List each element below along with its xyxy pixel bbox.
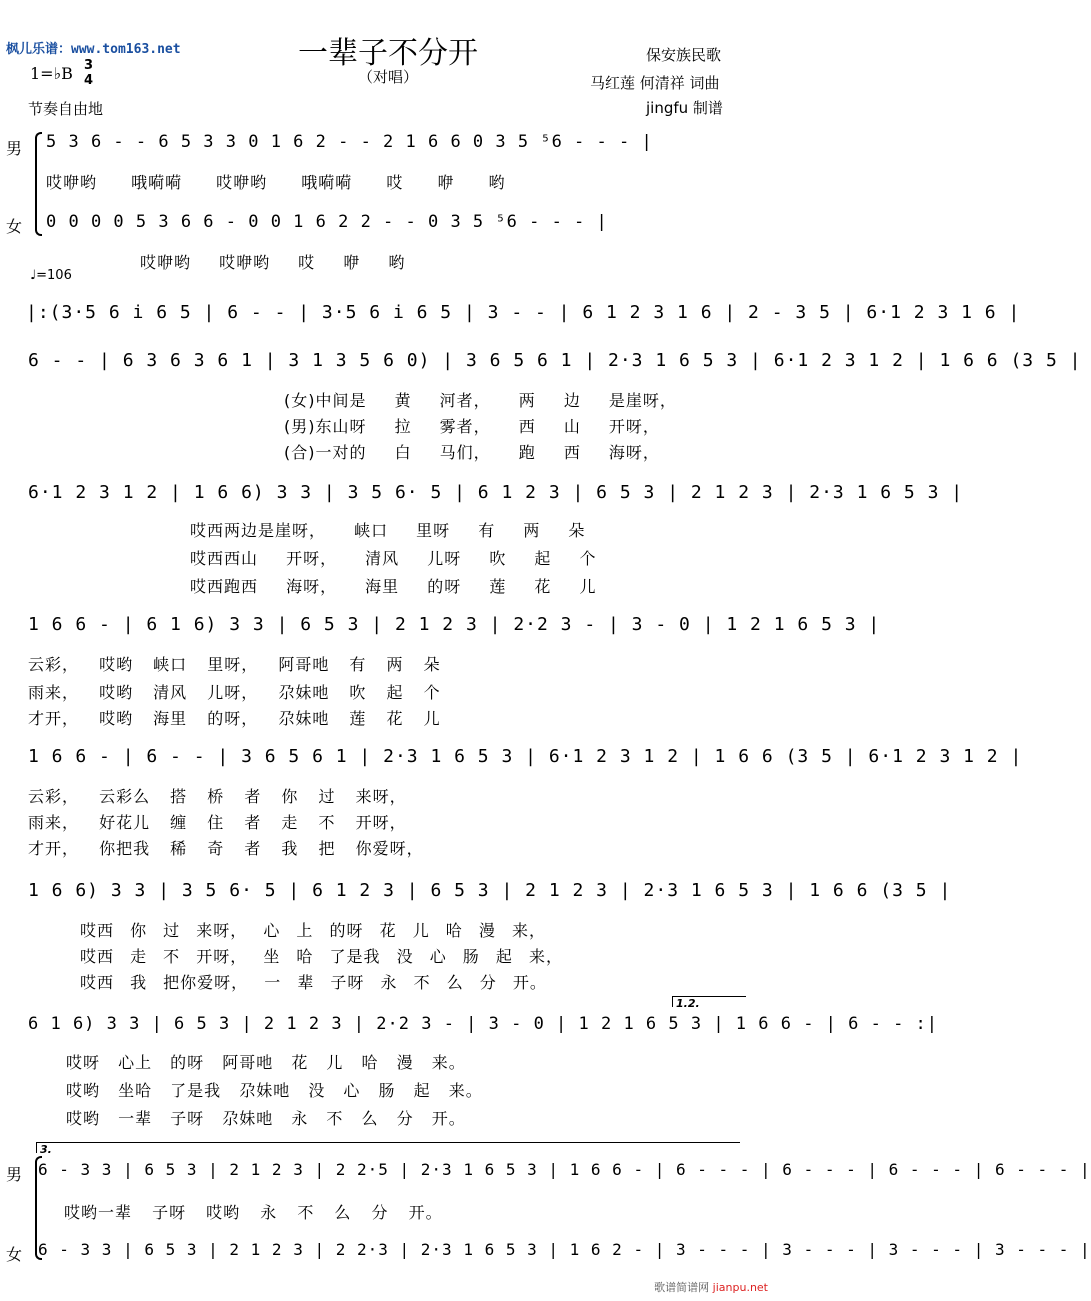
score-row-4-lyric-1: 云彩， 哎哟 峡口 里呀， 阿哥吔 有 两 朵 <box>28 655 441 674</box>
song-title: 一辈子不分开 <box>298 36 478 71</box>
ending-male-notes: 6 - 3 3 | 6 5 3 | 2 1 2 3 | 2 2·5 | 2·3 1 6 5 3 | 1 6 6 - | 6 - - - | 6 - - - | 6 - - - | 6 - - - | <box>38 1160 1091 1179</box>
score-row-7-lyric-1: 哎呀 心上 的呀 阿哥吔 花 儿 哈 漫 来。 <box>66 1053 466 1072</box>
score-row-3-lyric-3: 哎西跑西 海呀， 海里 的呀 莲 花 儿 <box>190 577 597 596</box>
score-row-5-lyric-1: 云彩， 云彩么 搭 桥 者 你 过 来呀， <box>28 787 407 806</box>
time-sig-top: 3 <box>84 58 94 73</box>
score-row-7-lyric-2: 哎哟 坐哈 了是我 尕妹吔 没 心 肠 起 来。 <box>66 1081 483 1100</box>
key-signature: 1=♭B <box>30 64 73 83</box>
score-row-4-notes: 1 6 6 - | 6 1 6) 3 3 | 6 5 3 | 2 1 2 3 | 2·2 3 - | 3 - 0 | 1 2 1 6 5 3 | <box>28 614 881 635</box>
watermark-site-name: 歌谱简谱网 <box>654 1281 710 1294</box>
score-row-7-notes: 6 1 6) 3 3 | 6 5 3 | 2 1 2 3 | 2·2 3 - | 3 - 0 | 1 2 1 6 5 3 | 1 6 6 - | 6 - - :| <box>28 1014 939 1034</box>
site-watermark: 枫儿乐谱：www.tom163.net <box>6 42 181 57</box>
intro-female-label: 女 <box>6 217 23 236</box>
ending-female-notes: 6 - 3 3 | 6 5 3 | 2 1 2 3 | 2 2·3 | 2·3 1 6 5 3 | 1 6 2 - | 3 - - - | 3 - - - | 3 - - - | 3 - - - | <box>38 1240 1091 1259</box>
tempo-text: 节奏自由地 <box>28 100 104 118</box>
volta-1-2: 1.2. <box>672 996 746 1007</box>
song-subtitle: （对唱） <box>357 68 418 86</box>
bottom-watermark <box>654 1279 768 1295</box>
score-row-5-notes: 1 6 6 - | 6 - - | 3 6 5 6 1 | 2·3 1 6 5 3 | 6·1 2 3 1 2 | 1 6 6 (3 5 | 6·1 2 3 1 2 | <box>28 746 1023 767</box>
intro-male-notes: 5 3 6 - - 6 5 3 3 0 1 6 2 - - 2 1 6 6 0 3 5 ⁵6 - - - | <box>46 132 653 152</box>
score-row-2-lyric-2: (男)东山呀 拉 雾者， 西 山 开呀， <box>284 417 660 436</box>
ending-male-lyrics: 哎哟一辈 子呀 哎哟 永 不 么 分 开。 <box>64 1203 443 1222</box>
score-row-5-lyric-3: 才开， 你把我 稀 奇 者 我 把 你爱呀， <box>28 839 424 858</box>
ending-female-label: 女 <box>6 1245 23 1264</box>
credits-label: 马红莲 何清祥 词曲 <box>590 74 720 92</box>
watermark-site-domain: jianpu.net <box>712 1281 768 1294</box>
score-row-2-notes: 6 - - | 6 3 6 3 6 1 | 3 1 3 5 6 0) | 3 6 5 6 1 | 2·3 1 6 5 3 | 6·1 2 3 1 2 | 1 6 6 (3 5 | <box>28 350 1082 371</box>
score-row-6-lyric-1: 哎西 你 过 来呀， 心 上 的呀 花 儿 哈 漫 来， <box>80 921 546 940</box>
score-row-6-lyric-2: 哎西 走 不 开呀， 坐 哈 了是我 没 心 肠 起 来， <box>80 947 563 966</box>
intro-male-label: 男 <box>6 139 23 158</box>
score-row-2-lyric-1: (女)中间是 黄 河者， 两 边 是崖呀， <box>284 391 677 410</box>
intro-brace <box>35 132 42 236</box>
time-signature <box>84 58 93 88</box>
score-row-6-notes: 1 6 6) 3 3 | 3 5 6· 5 | 6 1 2 3 | 6 5 3 | 2 1 2 3 | 2·3 1 6 5 3 | 1 6 6 (3 5 | <box>28 880 952 901</box>
score-row-3-notes: 6·1 2 3 1 2 | 1 6 6) 3 3 | 3 5 6· 5 | 6 1 2 3 | 6 5 3 | 2 1 2 3 | 2·3 1 6 5 3 | <box>28 482 964 503</box>
metronome-mark: ♩=106 <box>30 268 72 283</box>
ending-male-label: 男 <box>6 1165 23 1184</box>
time-sig-bottom: 4 <box>84 73 94 88</box>
intro-female-lyrics: 哎咿哟 哎咿哟 哎 咿 哟 <box>140 253 406 272</box>
intro-male-lyrics: 哎咿哟 哦嗬嗬 哎咿哟 哦嗬嗬 哎 咿 哟 <box>46 173 506 192</box>
volta-3: 3. <box>36 1142 740 1153</box>
score-row-7-lyric-3: 哎哟 一辈 子呀 尕妹吔 永 不 么 分 开。 <box>66 1109 466 1128</box>
score-row-3-lyric-2: 哎西西山 开呀， 清风 儿呀 吹 起 个 <box>190 549 597 568</box>
score-row-4-lyric-2: 雨来， 哎哟 清风 儿呀， 尕妹吔 吹 起 个 <box>28 683 441 702</box>
genre-label: 保安族民歌 <box>646 46 722 64</box>
score-row-5-lyric-2: 雨来， 好花儿 缠 住 者 走 不 开呀， <box>28 813 407 832</box>
arranger-label: jingfu 制谱 <box>646 99 723 117</box>
score-row-2-lyric-3: (合)一对的 白 马们， 跑 西 海呀， <box>284 443 660 462</box>
score-row-1-notes: |:(3·5 6 i 6 5 | 6 - - | 3·5 6 i 6 5 | 3 - - | 6 1 2 3 1 6 | 2 - 3 5 | 6·1 2 3 1 6 | <box>26 302 1021 323</box>
intro-female-notes: 0 0 0 0 5 3 6 6 - 0 0 1 6 2 2 - - 0 3 5 ⁵6 - - - | <box>46 212 608 232</box>
score-row-3-lyric-1: 哎西两边是崖呀， 峡口 里呀 有 两 朵 <box>190 521 586 540</box>
score-row-6-lyric-3: 哎西 我 把你爱呀， 一 辈 子呀 永 不 么 分 开。 <box>80 973 547 992</box>
score-row-4-lyric-3: 才开， 哎哟 海里 的呀， 尕妹吔 莲 花 儿 <box>28 709 441 728</box>
